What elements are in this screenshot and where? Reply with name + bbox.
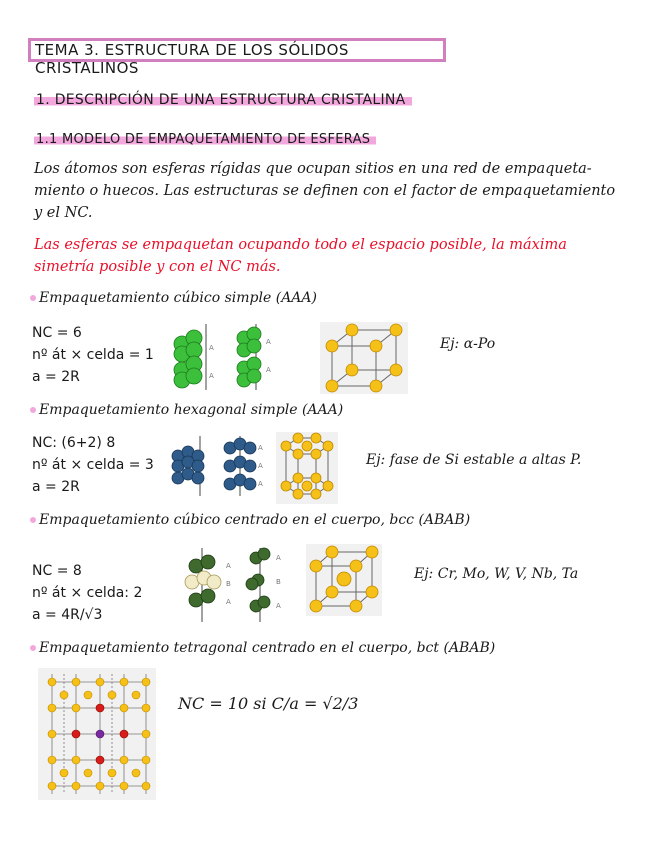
- prop-lattice-param: a = 4R/√3: [32, 607, 103, 623]
- prop-atoms-per-cell: nº át × celda = 3: [32, 457, 154, 473]
- packing-props-hex: [32, 432, 154, 498]
- svg-text:A: A: [266, 338, 271, 346]
- bullet-dot: [30, 517, 36, 523]
- paragraph-description: Los átomos son esferas rígidas que ocupan sitios en una red de empaqueta-miento o huecos. Las estructuras se definen con el factor de empaquetamiento y el NC.: [34, 161, 616, 221]
- section-heading-text: 1. DESCRIPCIÓN DE UNA ESTRUCTURA CRISTALINA: [34, 92, 412, 108]
- bct-nc-text: NC = 10 si C/a = √2/3: [178, 694, 359, 713]
- section-heading: [34, 92, 412, 108]
- prop-lattice-param: a = 2R: [32, 479, 80, 495]
- bcc-unit-cell-image: [306, 544, 382, 616]
- bullet-dot: [30, 407, 36, 413]
- example-sc: Ej: α-Po: [440, 336, 496, 352]
- packing-heading-bcc: Empaquetamiento cúbico centrado en el cuerpo, bcc (ABAB): [30, 512, 470, 528]
- svg-text:A: A: [209, 344, 214, 352]
- prop-nc: NC = 8: [32, 563, 82, 579]
- svg-text:A: A: [258, 480, 263, 488]
- page-title: [28, 38, 446, 77]
- svg-text:A: A: [258, 444, 263, 452]
- subsection-heading: [34, 132, 376, 147]
- page-title-text: TEMA 3. ESTRUCTURA DE LOS SÓLIDOS CRISTALINOS: [35, 41, 349, 77]
- hex-unit-cell-image: [276, 432, 338, 504]
- svg-text:A: A: [266, 366, 271, 374]
- svg-text:A: A: [276, 554, 281, 562]
- svg-text:B: B: [276, 578, 281, 586]
- paragraph-red-note: Las esferas se empaquetan ocupando todo el espacio posible, la máxima simetría posible y con el NC más.: [34, 237, 567, 275]
- sc-unit-cell-image: [320, 322, 408, 394]
- packing-heading-bct: Empaquetamiento tetragonal centrado en el cuerpo, bct (ABAB): [30, 640, 495, 656]
- svg-text:A: A: [226, 562, 231, 570]
- svg-text:A: A: [226, 598, 231, 606]
- prop-lattice-param: a = 2R: [32, 369, 80, 385]
- hex-layer-stack-image: [166, 434, 266, 498]
- svg-text:B: B: [226, 580, 231, 588]
- example-bcc: Ej: Cr, Mo, W, V, Nb, Ta: [414, 566, 579, 582]
- svg-text:A: A: [258, 462, 263, 470]
- example-hex: Ej: fase de Si estable a altas P.: [366, 452, 582, 468]
- packing-props-bcc: [32, 560, 142, 626]
- packing-heading-hex: Empaquetamiento hexagonal simple (AAA): [30, 402, 343, 418]
- bullet-dot: [30, 645, 36, 651]
- bct-lattice-image: [38, 668, 156, 800]
- packing-heading-sc: Empaquetamiento cúbico simple (AAA): [30, 290, 317, 306]
- svg-text:A: A: [209, 372, 214, 380]
- prop-atoms-per-cell: nº át × celda: 2: [32, 585, 143, 601]
- prop-nc: NC = 6: [32, 325, 82, 341]
- prop-nc: NC: (6+2) 8: [32, 435, 116, 451]
- bcc-layer-stack-image: [180, 544, 290, 624]
- bullet-dot: [30, 295, 36, 301]
- prop-atoms-per-cell: nº át × celda = 1: [32, 347, 154, 363]
- sc-layer-stack-image: [168, 322, 298, 392]
- subsection-heading-text: 1.1 MODELO DE EMPAQUETAMIENTO DE ESFERAS: [34, 132, 376, 147]
- packing-props-sc: [32, 322, 154, 388]
- svg-text:A: A: [276, 602, 281, 610]
